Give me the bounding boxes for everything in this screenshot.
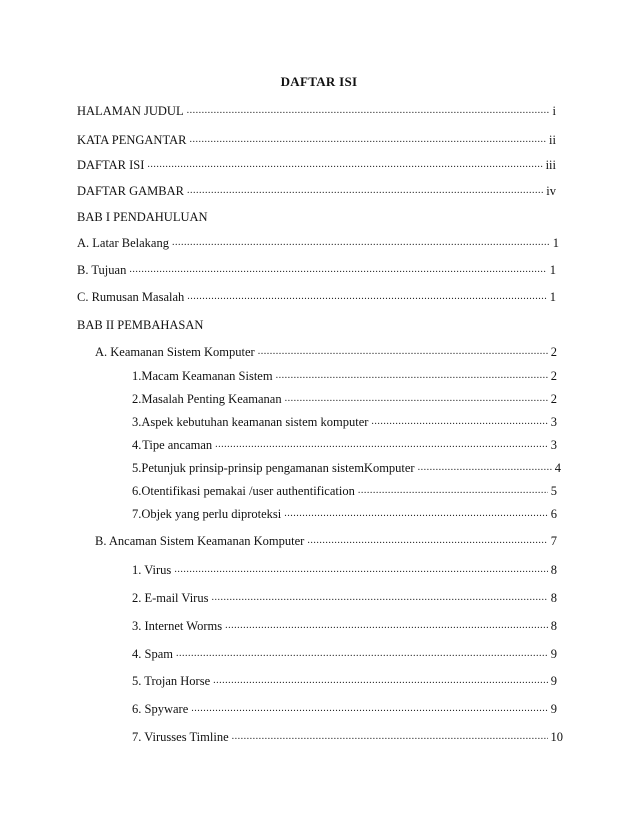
toc-entry-latar-belakang[interactable] — [77, 235, 559, 251]
toc-entry-b6[interactable] — [132, 701, 557, 717]
dot-leader — [418, 460, 552, 476]
toc-entry-a6[interactable] — [132, 483, 557, 499]
toc-entry-number: 7. — [132, 507, 142, 521]
toc-entry-a4[interactable] — [132, 437, 557, 453]
toc-entry-page: 9 — [550, 702, 557, 716]
dot-leader — [187, 183, 543, 199]
toc-entry-b5[interactable] — [132, 673, 557, 689]
toc-entry-number: 6. — [132, 484, 142, 498]
dot-leader — [284, 506, 547, 522]
toc-entry-label: B. Tujuan — [77, 263, 127, 277]
dot-leader — [358, 483, 548, 499]
toc-entry-label: C. Rumusan Masalah — [77, 290, 185, 304]
toc-entry-page: 8 — [550, 591, 557, 605]
toc-entry-ancaman-sistem[interactable] — [95, 533, 557, 549]
toc-entry-label: Otentifikasi pemakai /user authentification — [141, 484, 355, 498]
toc-entry-tujuan[interactable] — [77, 262, 556, 278]
toc-entry-page: 6 — [550, 507, 557, 521]
toc-entry-a7[interactable] — [132, 506, 557, 522]
toc-entry-label: DAFTAR GAMBAR — [77, 184, 185, 198]
toc-entry-b3[interactable] — [132, 618, 557, 634]
toc-entry-label: Tipe ancaman — [142, 438, 213, 452]
toc-entry-page: 9 — [550, 674, 557, 688]
toc-entry-page: 5 — [550, 484, 557, 498]
toc-entry-a2[interactable] — [132, 391, 557, 407]
dot-leader — [172, 235, 550, 251]
dot-leader — [147, 157, 542, 173]
toc-entry-label: DAFTAR ISI — [77, 158, 145, 172]
toc-entry-number: 3. — [132, 415, 142, 429]
toc-entry-b1[interactable] — [132, 562, 557, 578]
dot-leader — [225, 618, 548, 634]
toc-entry-kata-pengantar[interactable] — [77, 132, 556, 148]
toc-entry-page: 1 — [549, 263, 556, 277]
toc-entry-page: 8 — [550, 619, 557, 633]
toc-entry-b4[interactable] — [132, 646, 557, 662]
toc-entry-label: 4. Spam — [132, 647, 173, 661]
toc-entry-page: i — [552, 104, 556, 118]
toc-entry-halaman-judul[interactable] — [77, 103, 556, 119]
toc-entry-page: 9 — [550, 647, 557, 661]
dot-leader — [176, 646, 548, 662]
toc-entry-rumusan-masalah[interactable] — [77, 289, 556, 305]
dot-leader — [129, 262, 546, 278]
toc-entry-page: 10 — [550, 730, 563, 744]
bab2-heading: BAB II PEMBAHASAN — [77, 318, 204, 332]
toc-entry-a5[interactable] — [132, 460, 561, 476]
dot-leader — [211, 590, 547, 606]
toc-entry-label: Objek yang perlu diproteksi — [141, 507, 282, 521]
toc-title: DAFTAR ISI — [280, 74, 358, 89]
toc-entry-label: A. Keamanan Sistem Komputer — [95, 345, 255, 359]
dot-leader — [215, 437, 548, 453]
toc-entry-label: 6. Spyware — [132, 702, 189, 716]
toc-entry-keamanan-sistem[interactable] — [95, 344, 557, 360]
dot-leader — [307, 533, 547, 549]
toc-entry-label: KATA PENGANTAR — [77, 133, 187, 147]
toc-entry-label: Petunjuk prinsip-prinsip pengamanan sistemKomputer — [141, 461, 415, 475]
toc-entry-label: 2. E-mail Virus — [132, 591, 209, 605]
toc-entry-label: 1. Virus — [132, 563, 172, 577]
toc-entry-page: iii — [545, 158, 556, 172]
dot-leader — [187, 289, 546, 305]
toc-entry-label: HALAMAN JUDUL — [77, 104, 184, 118]
toc-entry-page: 2 — [550, 392, 557, 406]
toc-entry-page: 7 — [550, 534, 557, 548]
dot-leader — [258, 344, 548, 360]
toc-entry-label: A. Latar Belakang — [77, 236, 169, 250]
toc-entry-page: ii — [549, 133, 556, 147]
dot-leader — [371, 414, 547, 430]
toc-entry-daftar-isi[interactable] — [77, 157, 556, 173]
toc-entry-label: Macam Keamanan Sistem — [141, 369, 273, 383]
toc-entry-page: iv — [546, 184, 556, 198]
toc-entry-a3[interactable] — [132, 414, 557, 430]
toc-entry-daftar-gambar[interactable] — [77, 183, 556, 199]
toc-entry-number: 5. — [132, 461, 142, 475]
toc-entry-number: 2. — [132, 392, 142, 406]
toc-entry-page: 1 — [549, 290, 556, 304]
toc-entry-a1[interactable] — [132, 368, 557, 384]
dot-leader — [191, 701, 548, 717]
dot-leader — [232, 729, 548, 745]
dot-leader — [174, 562, 547, 578]
toc-entry-b2[interactable] — [132, 590, 557, 606]
dot-leader — [187, 103, 550, 119]
toc-entry-number: 1. — [132, 369, 142, 383]
toc-entry-page: 1 — [552, 236, 559, 250]
dot-leader — [285, 391, 548, 407]
toc-entry-page: 3 — [550, 415, 557, 429]
toc-entry-label: 5. Trojan Horse — [132, 674, 211, 688]
bab1-heading: BAB I PENDAHULUAN — [77, 210, 208, 224]
toc-entry-page: 3 — [550, 438, 557, 452]
dot-leader — [276, 368, 548, 384]
dot-leader — [213, 673, 548, 689]
toc-entry-page: 2 — [550, 345, 557, 359]
toc-entry-number: 4. — [132, 438, 142, 452]
toc-entry-label: 7. Virusses Timline — [132, 730, 229, 744]
toc-entry-label: Aspek kebutuhan keamanan sistem komputer — [141, 415, 369, 429]
toc-entry-page: 2 — [550, 369, 557, 383]
toc-entry-label: B. Ancaman Sistem Keamanan Komputer — [95, 534, 305, 548]
toc-entry-page: 4 — [554, 461, 561, 475]
toc-entry-label: Masalah Penting Keamanan — [141, 392, 282, 406]
dot-leader — [189, 132, 546, 148]
toc-entry-page: 8 — [550, 563, 557, 577]
toc-entry-b7[interactable] — [132, 729, 563, 745]
toc-entry-label: 3. Internet Worms — [132, 619, 223, 633]
